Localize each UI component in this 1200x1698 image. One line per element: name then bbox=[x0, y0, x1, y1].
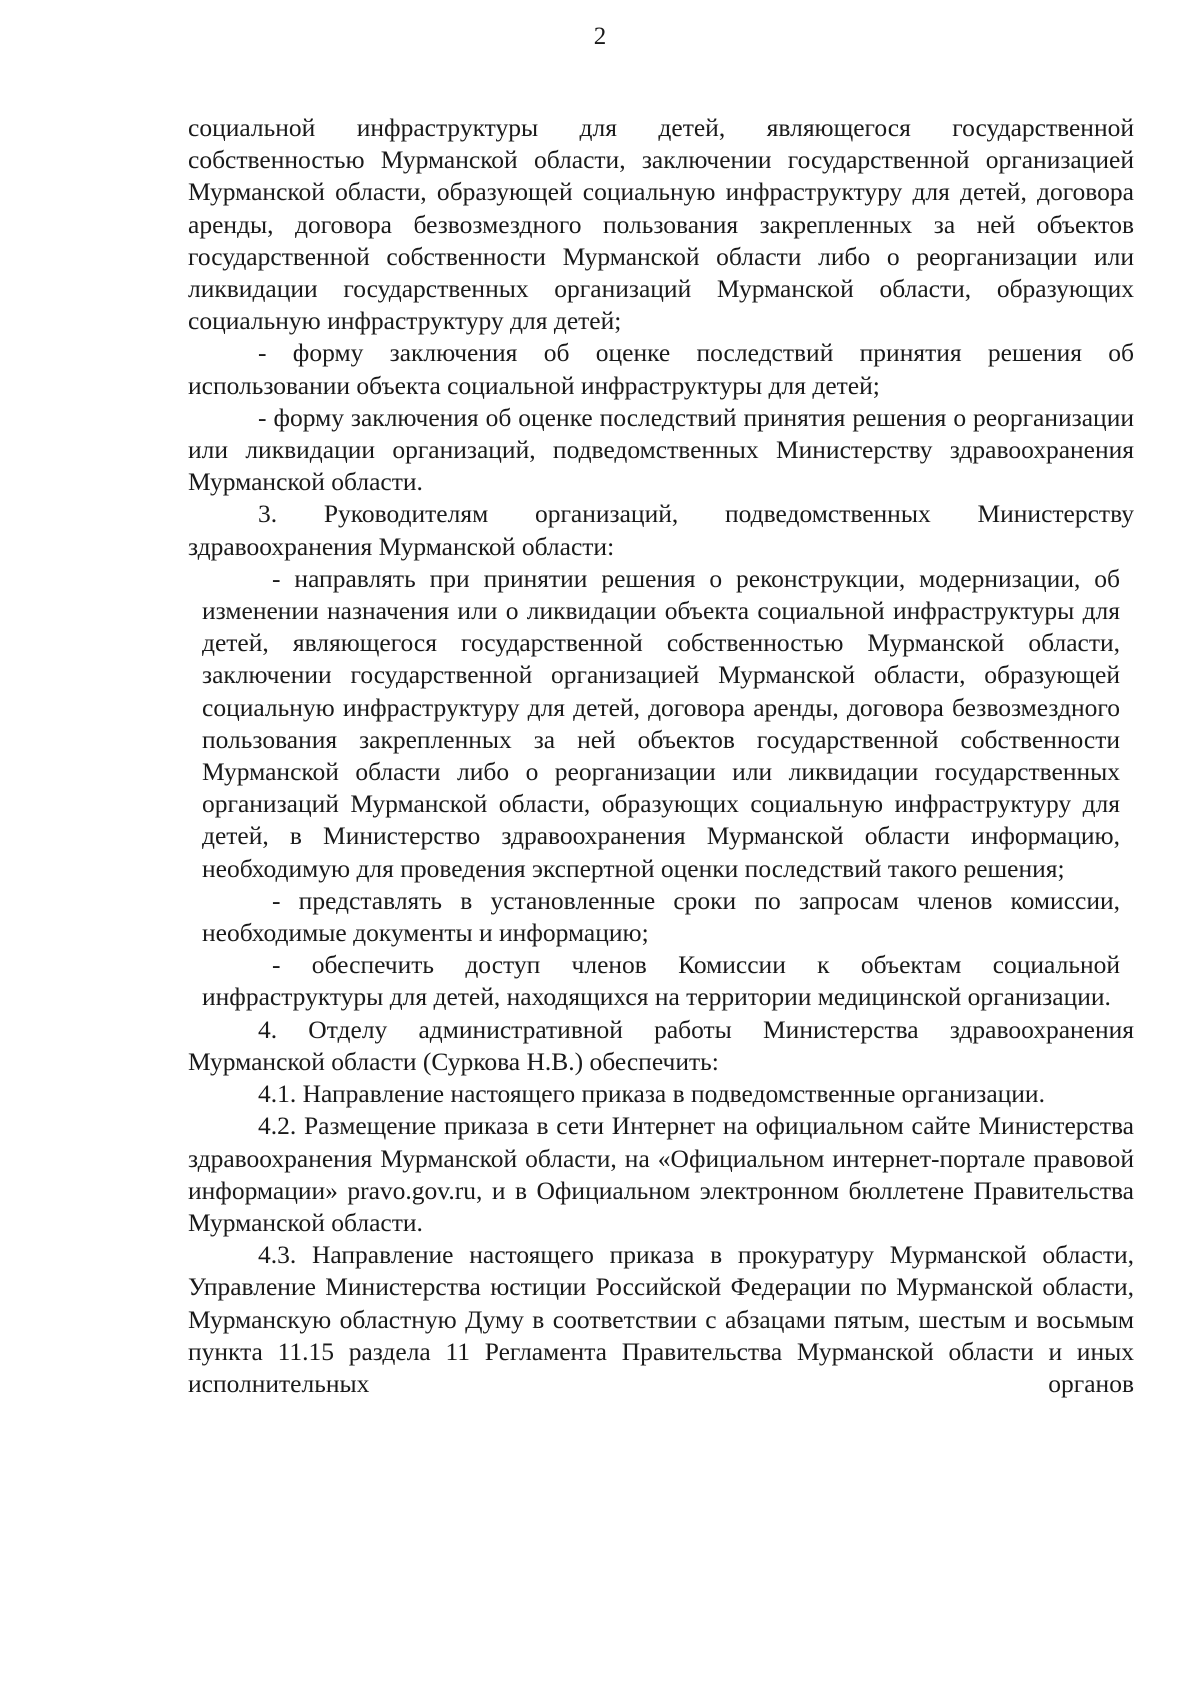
paragraph-item-3-direct: - направлять при принятии решения о реконструкции, модернизации, об изменении назначения или о ликвидации объекта социальной инфраструктуры для детей, являющегося государственной собственностью Мурманской области, заключении государственной организацией Мурманской области, образующей социальную инфраструктуру для детей, договора аренды, договора безвозмездного пользования закрепленных за ней объектов государственной собственности Мурманской области либо о реорганизации или ликвидации государственных организаций Мурманской области, образующих социальную инфраструктуру для детей, в Министерство здравоохранения Мурманской области информацию, необходимую для проведения экспертной оценки последствий такого решения; bbox=[202, 563, 1120, 883]
paragraph-item-4-3: 4.3. Направление настоящего приказа в прокуратуру Мурманской области, Управление Министерства юстиции Российской Федерации по Мурманской области, Мурманскую областную Думу в соответствии с абзацами пятым, шестым и восьмым пункта 11.15 раздела 11 Регламента Правительства Мурманской области и иных исполнительных органов bbox=[188, 1240, 1134, 1398]
paragraph-item-4-1: 4.1. Направление настоящего приказа в подведомственные организации. bbox=[258, 1079, 1045, 1109]
paragraph-form-usage: - форму заключения об оценке последствий принятия решения об использовании объекта социальной инфраструктуры для детей; bbox=[188, 338, 1134, 400]
page-number: 2 bbox=[593, 23, 607, 50]
paragraph-item-4-2: 4.2. Размещение приказа в сети Интернет на официальном сайте Министерства здравоохранения Мурманской области, на «Официальном интернет-портале правовой информации» pravo.gov.ru, и в Официальном электронном бюллетене Правительства Мурманской области. bbox=[188, 1111, 1134, 1237]
paragraph-continuation: социальной инфраструктуры для детей, являющегося государственной собственностью Мурманской области, заключении государственной организацией Мурманской области, образующей социальную инфраструктуру для детей, договора аренды, договора безвозмездного пользования закрепленных за ней объектов государственной собственности Мурманской области либо о реорганизации или ликвидации государственных организаций Мурманской области, образующих социальную инфраструктуру для детей; bbox=[188, 113, 1134, 336]
paragraph-item-3-provide: - представлять в установленные сроки по запросам членов комиссии, необходимые документы и информацию; bbox=[202, 885, 1120, 948]
paragraph-item-3-access: - обеспечить доступ членов Комиссии к объектам социальной инфраструктуры для детей, находящихся на территории медицинской организации. bbox=[202, 950, 1120, 1012]
document-body bbox=[188, 112, 1134, 1400]
paragraph-item-4: 4. Отделу административной работы Министерства здравоохранения Мурманской области (Суркова Н.В.) обеспечить: bbox=[188, 1014, 1134, 1076]
paragraph-item-3: 3. Руководителям организаций, подведомственных Министерству здравоохранения Мурманской области: bbox=[188, 499, 1134, 561]
paragraph-form-reorganization: - форму заключения об оценке последствий принятия решения о реорганизации или ликвидации организаций, подведомственных Министерству здравоохранения Мурманской области. bbox=[188, 402, 1134, 497]
